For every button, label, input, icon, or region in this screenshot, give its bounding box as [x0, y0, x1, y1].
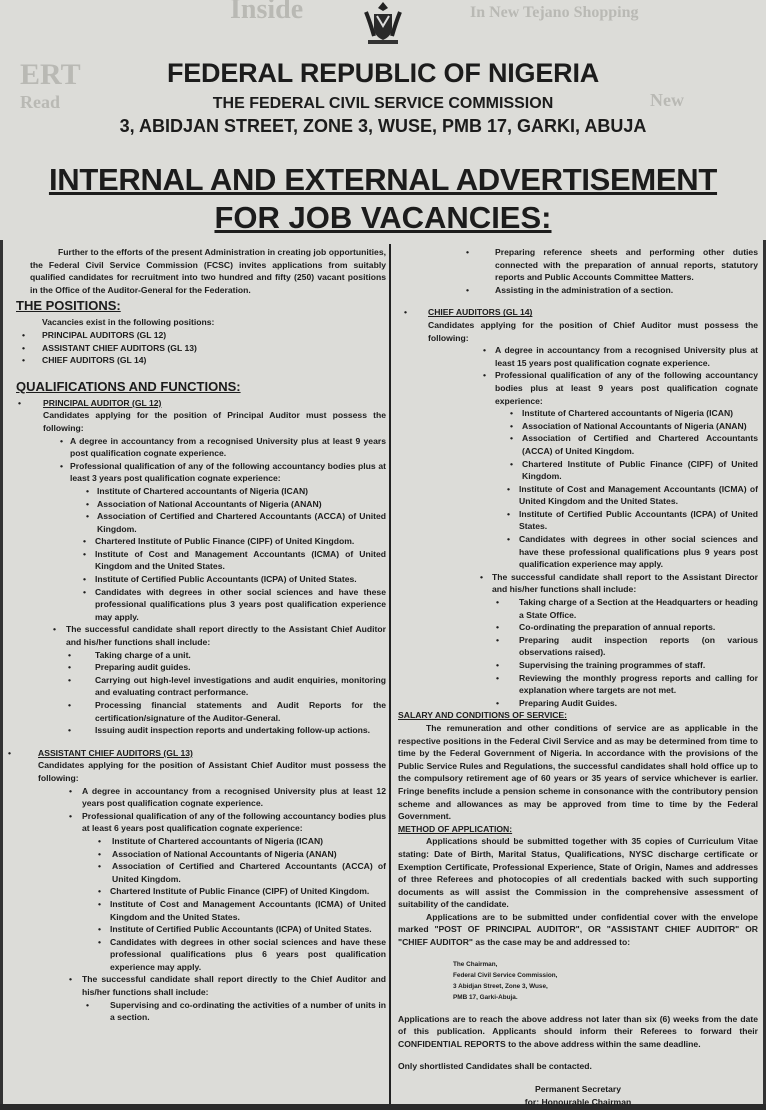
list-item — [16, 329, 386, 342]
list-item — [16, 435, 386, 460]
bullet-icon: • — [98, 898, 102, 909]
list-item — [16, 354, 386, 367]
list-item-text: Chartered Institute of Public Finance (CIPF) of United Kingdom. — [95, 536, 355, 547]
section-heading: QUALIFICATIONS AND FUNCTIONS: — [16, 378, 241, 394]
section-heading: SALARY AND CONDITIONS OF SERVICE: — [398, 710, 568, 721]
spacer — [398, 949, 758, 959]
position-heading — [8, 747, 386, 760]
advert-title: INTERNAL AND EXTERNAL ADVERTISEMENT — [48, 162, 718, 197]
list-item-text: The successful candidate shall report to the Assistant Director and his/her functions shall include: — [492, 571, 758, 595]
list-item-text: Preparing audit guides. — [95, 662, 191, 673]
list-item-text: Association of National Accountants of Nigeria (ANAN) — [97, 498, 322, 509]
list-item-text: Supervising the training programmes of staff. — [519, 660, 706, 670]
bullet-icon: • — [466, 247, 470, 257]
bullet-icon: • — [86, 485, 90, 496]
bullet-icon: • — [22, 342, 26, 353]
coat-of-arms-icon — [362, 0, 404, 46]
bullet-icon: • — [86, 498, 90, 509]
list-item-text: A degree in accountancy from a recognised University plus at least 15 years post qualification cognate experience. — [495, 345, 758, 368]
list-item-text: Reviewing the monthly progress reports and calling for explanation where targets are not met. — [519, 672, 758, 696]
list-item-text: Association of Certified and Chartered Accountants (ACCA) of United Kingdom. — [522, 433, 758, 456]
list-item-text: Association of National Accountants of Nigeria (ANAN) — [522, 420, 747, 431]
bullet-icon: • — [507, 483, 511, 494]
header-address: 3, ABIDJAN STREET, ZONE 3, WUSE, PMB 17, GARKI, ABUJA — [119, 116, 647, 136]
list-item — [16, 485, 386, 498]
list-item — [16, 810, 386, 835]
list-item — [398, 634, 758, 659]
bullet-icon: • — [496, 660, 500, 670]
list-item-text: Supervising and co-ordinating the activities of a number of units in a section. — [110, 999, 386, 1023]
address-line: PMB 17, Garki-Abuja. — [453, 993, 518, 1001]
list-item — [398, 483, 758, 508]
spacer — [398, 1003, 758, 1013]
bullet-icon: • — [69, 974, 73, 985]
list-item — [16, 923, 386, 936]
paragraph: Vacancies exist in the following positions: — [42, 317, 215, 328]
position-title: ASSISTANT CHIEF AUDITORS (GL 13) — [38, 747, 193, 758]
list-item-text: Candidates with degrees in other social sciences and have these professional qualifications plus 6 years post qualification experience may apply. — [110, 936, 386, 972]
address-line: 3 Abidjan Street, Zone 3, Wuse, — [453, 982, 548, 990]
list-item — [16, 342, 386, 355]
list-item — [398, 420, 758, 433]
list-item-text: Taking charge of a Section at the Headquarters or heading a State Office. — [519, 597, 758, 620]
list-item — [398, 659, 758, 672]
list-item — [16, 835, 386, 848]
bullet-icon: • — [18, 397, 22, 408]
bullet-icon: • — [404, 307, 408, 318]
list-item-text: Issuing audit inspection reports and undertaking follow-up actions. — [95, 725, 371, 736]
bullet-icon: • — [69, 810, 73, 821]
bullet-icon: • — [22, 355, 26, 366]
list-item — [398, 672, 758, 697]
bullet-icon: • — [507, 508, 511, 519]
bullet-icon: • — [83, 548, 87, 559]
bullet-icon: • — [83, 574, 87, 585]
list-item-text: Institute of Chartered accountants of Nigeria (ICAN) — [112, 835, 324, 846]
header-country: FEDERAL REPUBLIC OF NIGERIA — [166, 58, 600, 88]
bullet-icon: • — [8, 747, 12, 758]
left-border — [0, 240, 3, 1110]
paragraph: Candidates applying for the position of Assistant Chief Auditor must possess the following: — [38, 760, 386, 783]
list-item-text: Candidates with degrees in other social sciences and have these professional qualifications plus 9 years post qualification experience may apply. — [519, 534, 758, 570]
list-item-text: Professional qualification of any of the following accountancy bodies plus at least 3 years post qualification cognate experience: — [70, 460, 386, 484]
list-item — [398, 407, 758, 420]
list-item — [16, 623, 386, 648]
right-column — [398, 246, 758, 1108]
list-item — [16, 724, 386, 737]
bullet-icon: • — [466, 284, 470, 295]
list-item-text: Institute of Cost and Management Accountants (ICMA) of United Kingdom and the United States. — [519, 483, 758, 507]
list-item-text: Co-ordinating the preparation of annual reports. — [519, 622, 716, 633]
list-item-text: A degree in accountancy from a recognised University plus at least 9 years post qualification cognate experience. — [70, 435, 386, 459]
spacer — [398, 1073, 758, 1083]
bullet-icon: • — [83, 586, 87, 597]
header-agency: THE FEDERAL CIVIL SERVICE COMMISSION — [212, 95, 554, 112]
signature-line: Permanent Secretary — [535, 1084, 621, 1095]
list-item — [398, 458, 758, 483]
bullet-icon: • — [83, 536, 87, 547]
list-item — [16, 699, 386, 724]
list-item — [16, 973, 386, 998]
bullet-icon: • — [496, 697, 500, 708]
paragraph: Further to the efforts of the present Administration in creating job opportunities, the Federal Civil Service Commission (FCSC) invites applications from suitably qualified candidates for recruitment into two hundred and fifty (250) vacant positions in the Office of the Auditor-General for the Federation. — [30, 247, 386, 295]
list-item-text: Preparing audit inspection reports (on various observations raised). — [519, 634, 758, 658]
bullet-icon: • — [98, 848, 102, 859]
list-item-text: Preparing Audit Guides. — [519, 697, 618, 708]
list-item-text: Association of Certified and Chartered Accountants (ACCA) of United Kingdom. — [97, 511, 386, 534]
list-item — [398, 508, 758, 533]
list-item — [398, 246, 758, 284]
list-item-text: Professional qualification of any of the following accountancy bodies plus at least 9 years post qualification cognate experience: — [495, 370, 758, 406]
list-item — [398, 284, 758, 297]
list-item-text: Institute of Cost and Management Accountants (ICMA) of United Kingdom and the United States. — [95, 548, 386, 572]
position-title: CHIEF AUDITORS (GL 14) — [428, 307, 533, 318]
background-newsprint: New — [650, 90, 684, 110]
list-item-text: Candidates with degrees in other social sciences and have these professional qualifications plus 3 years post qualification experience may apply. — [95, 586, 386, 622]
list-item-text: Institute of Chartered accountants of Nigeria (ICAN) — [522, 408, 734, 419]
list-item-text: Chartered Institute of Public Finance (CIPF) of United Kingdom. — [522, 458, 758, 482]
bullet-icon: • — [69, 785, 73, 796]
list-item-text: CHIEF AUDITORS (GL 14) — [42, 355, 147, 366]
paragraph: Applications are to reach the above address not later than six (6) weeks from the date of this publication. Applicants should inform their Referees to forward their CONFIDENTIAL REPORTS to the above address within the same deadline. — [398, 1013, 758, 1049]
bullet-icon: • — [483, 345, 487, 356]
bullet-icon: • — [496, 622, 500, 633]
bullet-icon: • — [60, 435, 64, 446]
list-item — [16, 460, 386, 485]
list-item — [16, 649, 386, 662]
list-item-text: Institute of Certified Public Accountants (ICPA) of United States. — [95, 574, 357, 585]
section-heading: THE POSITIONS: — [16, 298, 121, 314]
address-line: The Chairman, — [453, 960, 498, 968]
list-item-text: Taking charge of a unit. — [95, 649, 191, 660]
list-item-text: Institute of Certified Public Accountants (ICPA) of United States. — [110, 924, 372, 935]
background-newsprint: In New Tejano Shopping — [470, 4, 639, 21]
list-item — [16, 848, 386, 861]
list-item — [398, 571, 758, 596]
spacer — [398, 296, 758, 306]
list-item-text: Institute of Certified Public Accountants (ICPA) of United States. — [519, 508, 758, 532]
spacer — [16, 367, 386, 377]
list-item — [16, 785, 386, 810]
spacer — [398, 1050, 758, 1060]
list-item-text: ASSISTANT CHIEF AUDITORS (GL 13) — [42, 342, 197, 353]
list-item-text: Processing financial statements and Audit Reports for the certification/signature of the Auditor-General. — [95, 700, 386, 723]
spacer — [16, 737, 386, 747]
bullet-icon: • — [496, 672, 500, 683]
section-heading: METHOD OF APPLICATION: — [398, 823, 513, 834]
bullet-icon: • — [68, 725, 72, 736]
list-item-text: Association of National Accountants of Nigeria (ANAN) — [112, 848, 337, 859]
paragraph: Candidates applying for the position of Chief Auditor must possess the following: — [428, 319, 758, 343]
background-newsprint: Read — [20, 92, 60, 112]
background-newsprint: Inside — [230, 0, 304, 25]
list-item-text: Preparing reference sheets and performing other duties connected with the preparation of annual reports, statutory reports and Public Accounts Committee Matters. — [495, 247, 758, 283]
list-item — [398, 369, 758, 407]
bullet-icon: • — [483, 370, 487, 381]
position-heading — [16, 397, 386, 410]
bullet-icon: • — [22, 329, 26, 340]
list-item — [16, 999, 386, 1024]
list-item — [16, 661, 386, 674]
list-item — [16, 535, 386, 548]
list-item — [16, 898, 386, 923]
bullet-icon: • — [86, 511, 90, 522]
list-item-text: Chartered Institute of Public Finance (CIPF) of United Kingdom. — [110, 886, 370, 897]
bullet-icon: • — [68, 700, 72, 710]
bullet-icon: • — [510, 433, 514, 444]
bullet-icon: • — [510, 458, 514, 469]
list-item — [16, 586, 386, 624]
paragraph: Candidates applying for the position of Principal Auditor must possess the following: — [43, 410, 386, 433]
background-newsprint: ERT — [20, 58, 81, 91]
paragraph: Applications are to be submitted under confidential cover with the envelope marked "POST OF PRINCIPAL AUDITOR", OR "ASSISTANT CHIEF AUDITOR" OR "CHIEF AUDITOR" as the case may be and addressed to: — [398, 911, 758, 948]
bullet-icon: • — [98, 936, 102, 947]
bullet-icon: • — [53, 624, 57, 635]
list-item — [16, 573, 386, 586]
list-item — [16, 548, 386, 573]
bullet-icon: • — [98, 861, 102, 872]
list-item-text: Carrying out high-level investigations and audit enquiries, monitoring and evaluating contract performance. — [95, 674, 386, 698]
signature-line: for: Honourable Chairman — [524, 1096, 632, 1107]
bullet-icon: • — [86, 999, 90, 1010]
position-title: PRINCIPAL AUDITOR (GL 12) — [43, 397, 162, 408]
list-item — [398, 432, 758, 457]
list-item — [398, 621, 758, 634]
bullet-icon: • — [507, 534, 511, 545]
column-divider — [389, 244, 391, 1106]
bullet-icon: • — [68, 649, 72, 660]
paragraph: Applications should be submitted together with 35 copies of Curriculum Vitae stating: Date of Birth, Marital Status, Qualifications, NYSC discharge certificate or Exemption Certificate, Professional Experience, State of Origin, Names and addresses of three Referees and photocopies of all credentials backed with such supporting documents as will assist the Commission in the comprehensive assessment of suitability of the candidate. — [398, 836, 758, 910]
list-item-text: Institute of Cost and Management Accountants (ICMA) of United Kingdom and the United States. — [110, 898, 386, 922]
list-item — [16, 885, 386, 898]
list-item — [398, 697, 758, 710]
left-column — [8, 246, 386, 1024]
list-item — [16, 498, 386, 511]
bullet-icon: • — [480, 571, 484, 582]
bullet-icon: • — [496, 597, 500, 608]
list-item — [16, 860, 386, 885]
paragraph: Only shortlisted Candidates shall be contacted. — [398, 1061, 592, 1072]
bullet-icon: • — [496, 634, 500, 645]
list-item-text: PRINCIPAL AUDITORS (GL 12) — [42, 329, 167, 340]
bullet-icon: • — [68, 674, 72, 685]
bullet-icon: • — [98, 835, 102, 846]
list-item-text: Assisting in the administration of a section. — [495, 284, 674, 295]
bullet-icon: • — [98, 924, 102, 935]
list-item-text: Professional qualification of any of the following accountancy bodies plus at least 6 years post qualification cognate experience: — [82, 810, 386, 834]
list-item — [16, 936, 386, 974]
position-heading — [398, 306, 758, 319]
bullet-icon: • — [98, 886, 102, 897]
bullet-icon: • — [68, 662, 72, 673]
paragraph: The remuneration and other conditions of service are as applicable in the respective positions in the Federal Civil Service and as may be determined from time to time by the Federal Government of Nigeria. In accordance with the provisions of the Public Service Rules and Regulations, the successful candidates shall hold office up to the compulsory retirement age of 60 years or 35 years of service whichever is earlier. Fringe benefits include a pension scheme in consonance with the contributory pension scheme and allowances as may be approved from time to time by the Federal Government. — [398, 722, 758, 822]
list-item — [398, 596, 758, 621]
list-item-text: Institute of Chartered accountants of Nigeria (ICAN) — [97, 485, 309, 496]
list-item — [16, 510, 386, 535]
list-item — [398, 344, 758, 369]
list-item — [398, 533, 758, 571]
advert-subtitle: FOR JOB VACANCIES: — [214, 200, 552, 235]
list-item-text: The successful candidate shall report directly to the Chief Auditor and his/her functions shall include: — [82, 974, 386, 998]
bullet-icon: • — [510, 408, 514, 419]
list-item-text: Association of Certified and Chartered Accountants (ACCA) of United Kingdom. — [112, 861, 386, 884]
list-item-text: A degree in accountancy from a recognised University plus at least 12 years post qualification cognate experience. — [82, 785, 386, 809]
list-item-text: The successful candidate shall report directly to the Assistant Chief Auditor and his/her functions shall include: — [66, 624, 386, 648]
list-item — [16, 674, 386, 699]
bullet-icon: • — [60, 460, 64, 471]
bullet-icon: • — [510, 420, 514, 431]
address-line: Federal Civil Service Commission, — [453, 971, 558, 979]
